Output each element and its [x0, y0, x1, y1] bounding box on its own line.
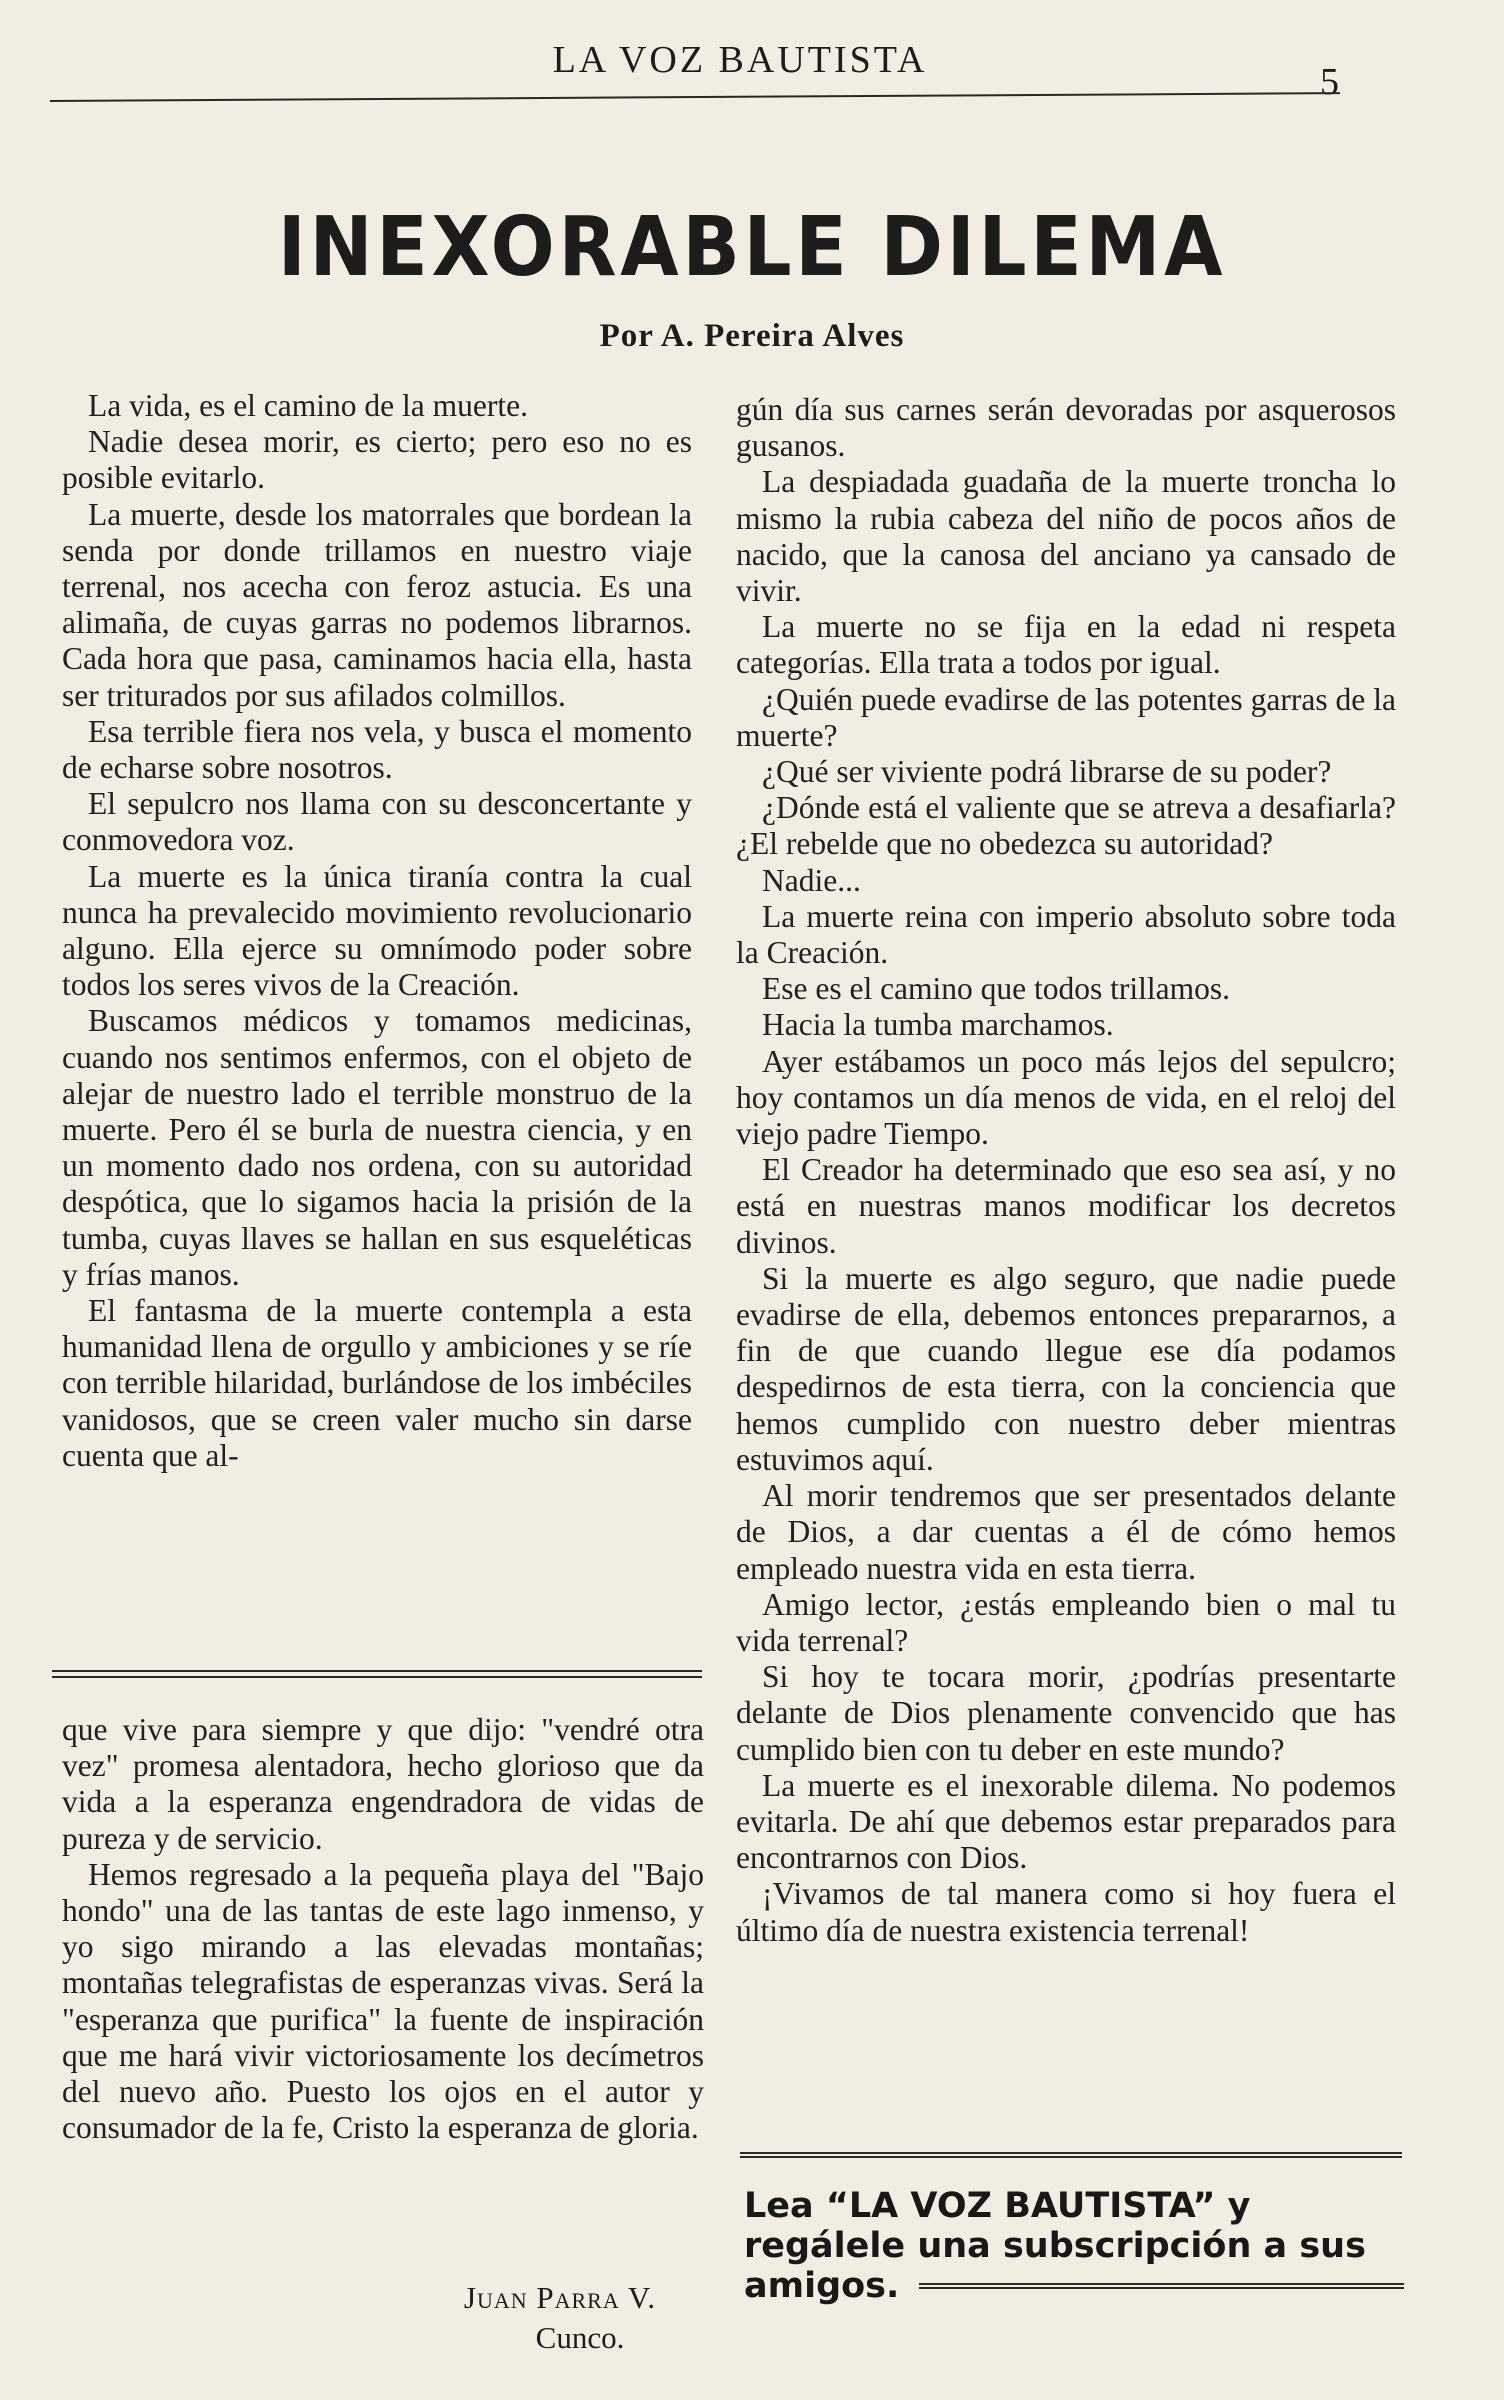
article-column-left — [62, 388, 692, 1474]
header-rule — [50, 92, 1340, 102]
previous-article-continuation — [62, 1712, 704, 2146]
paragraph: Si hoy te tocara morir, ¿podrías presentarte delante de Dios plenamente convencido que has cumplido bien con tu deber en este mundo? — [736, 1659, 1396, 1767]
signature-place: Cunco. — [535, 2320, 625, 2355]
article-title: INEXORABLE DILEMA — [277, 200, 1227, 295]
paragraph: Nadie... — [762, 862, 861, 898]
paragraph: La vida, es el camino de la muerte. — [88, 388, 528, 423]
paragraph: Hemos regresado a la pequeña playa del "Bajo hondo" una de las tantas de este lago inmenso, y yo sigo mirando a las elevadas montañas; montañas telegrafistas de esperanzas vivas. Será la "esperanza que purifica" la fuente de inspiración que me hará vivir victoriosamente los decímetros del nuevo año. Puesto los ojos en el autor y consumador de la fe, Cristo la esperanza de gloria. — [62, 1856, 704, 2146]
paragraph: Hacia la tumba marchamos. — [762, 1007, 1114, 1043]
ad-last-line — [744, 2266, 1404, 2306]
paragraph: Ese es el camino que todos trillamos. — [762, 971, 1231, 1007]
author-signature — [420, 2278, 700, 2358]
ad-rule — [919, 2283, 1404, 2289]
paragraph: El fantasma de la muerte contempla a esta humanidad llena de orgullo y ambiciones y se ríe con terrible hilaridad, burlándose de los imbéciles vanidosos, que se creen valer mucho sin darse cuenta que al- — [62, 1293, 692, 1473]
paragraph: Al morir tendremos que ser presentados delante de Dios, a dar cuentas a él de cómo hemos empleado nuestra vida en esta tierra. — [736, 1478, 1396, 1586]
paragraph: La muerte, desde los matorrales que bordean la senda por donde trillamos en nuestro viaje terrenal, nos acecha con feroz astucia. Es una alimaña, de cuyas garras no podemos librarnos. Cada hora que pasa, caminamos hacia ella, hasta ser triturados por sus afilados colmillos. — [62, 496, 692, 713]
paragraph: Esa terrible fiera nos vela, y busca el momento de echarse sobre nosotros. — [62, 713, 692, 786]
paragraph: Buscamos médicos y tomamos medicinas, cuando nos sentimos enfermos, con el objeto de alejar de nuestro lado el terrible monstruo de la muerte. Pero él se burla de nuestra ciencia, y en un momento dado nos ordena, con su autoridad despótica, que lo sigamos hacia la prisión de la tumba, cuyas llaves se hallan en sus esqueléticas y frías manos. — [62, 1003, 692, 1292]
paragraph: Nadie desea morir, es cierto; pero eso no es posible evitarlo. — [62, 424, 692, 496]
ad-line: Lea “LA VOZ BAUTISTA” y — [744, 2186, 1251, 2226]
paragraph: La muerte es el inexorable dilema. No podemos evitarla. De ahí que debemos estar preparados para encontrarnos con Dios. — [736, 1767, 1396, 1876]
paragraph: gún día sus carnes serán devoradas por asquerosos gusanos. — [736, 392, 1396, 464]
signature-name: Juan Parra V. — [463, 2280, 657, 2315]
paragraph: ¿Qué ser viviente podrá librarse de su poder? — [762, 754, 1332, 790]
paragraph: Si la muerte es algo seguro, que nadie puede evadirse de ella, debemos entonces prepararnos, a fin de que cuando llegue ese día podamos despedirnos de esta tierra, con la conciencia que hemos cumplido con nuestro deber mientras estuvimos aquí. — [736, 1260, 1396, 1477]
ad-rule — [740, 2152, 1402, 2158]
page-number: 5 — [1320, 61, 1339, 103]
paragraph: ¡Vivamos de tal manera como si hoy fuera el último día de nuestra existencia terrenal! — [736, 1876, 1396, 1948]
paragraph: Ayer estábamos un poco más lejos del sepulcro; hoy contamos un día menos de vida, en el reloj del viejo padre Tiempo. — [736, 1043, 1396, 1152]
ad-line: regálele una subscripción a sus — [744, 2226, 1366, 2266]
running-title: LA VOZ BAUTISTA — [552, 39, 928, 81]
paragraph: La despiadada guadaña de la muerte troncha lo mismo la rubia cabeza del niño de pocos años de nacido, que la canosa del anciano ya cansado de vivir. — [736, 464, 1396, 609]
paragraph: Amigo lector, ¿estás empleando bien o mal tu vida terrenal? — [736, 1586, 1396, 1658]
paragraph: ¿Dónde está el valiente que se atreva a desafiarla? ¿El rebelde que no obedezca su autoridad? — [736, 790, 1396, 862]
article-byline: Por A. Pereira Alves — [599, 318, 905, 354]
paragraph: La muerte reina con imperio absoluto sobre toda la Creación. — [736, 898, 1396, 971]
paragraph: La muerte no se fija en la edad ni respeta categorías. Ella trata a todos por igual. — [736, 609, 1396, 681]
subscription-ad — [744, 2186, 1404, 2306]
paragraph: El sepulcro nos llama con su desconcertante y conmovedora voz. — [62, 786, 692, 858]
paragraph: La muerte es la única tiranía contra la cual nunca ha prevalecido movimiento revolucionario alguno. Ella ejerce su omnímodo poder sobre todos los seres vivos de la Creación. — [62, 858, 692, 1003]
paragraph: que vive para siempre y que dijo: "vendré otra vez" promesa alentadora, hecho glorioso que da vida a la esperanza engendradora de vidas de pureza y de servicio. — [62, 1712, 704, 1856]
paragraph: El Creador ha determinado que eso sea así, y no está en nuestras manos modificar los decretos divinos. — [736, 1152, 1396, 1260]
ad-line: amigos. — [744, 2266, 900, 2306]
paragraph: ¿Quién puede evadirse de las potentes garras de la muerte? — [736, 681, 1396, 753]
section-divider — [52, 1670, 702, 1678]
article-column-right — [736, 392, 1396, 1949]
